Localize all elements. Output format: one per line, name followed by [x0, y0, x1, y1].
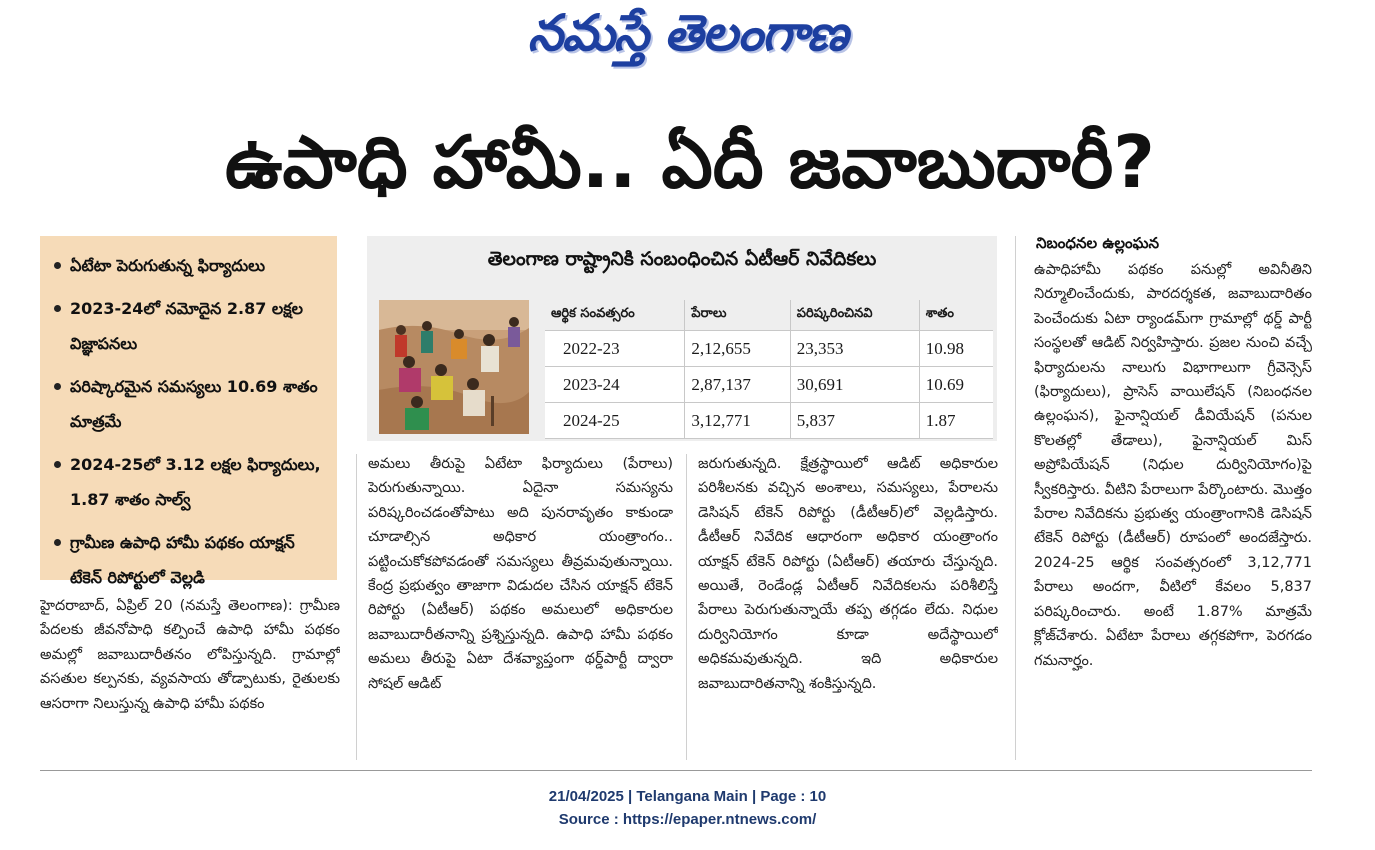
highlight-item: పరిష్కారమైన సమస్యలు 10.69 శాతం మాత్రమే — [54, 369, 329, 439]
table-header-row — [545, 300, 993, 331]
article-column-3 — [698, 452, 998, 760]
cell-paras: 3,12,771 — [685, 403, 790, 439]
article-column-1 — [40, 594, 340, 758]
cell-percent: 10.98 — [919, 331, 993, 367]
masthead-title: నమస్తే తెలంగాణ — [527, 4, 848, 62]
table-row — [545, 403, 993, 439]
cell-resolved: 5,837 — [790, 403, 919, 439]
highlight-item: 2023-24లో నమోదైన 2.87 లక్షల విజ్ఞాపనలు — [54, 291, 329, 361]
bottom-rule — [40, 770, 1312, 771]
header-paras: పేరాలు — [685, 300, 790, 331]
cell-percent: 10.69 — [919, 367, 993, 403]
section-subheading: నిబంధనల ఉల్లంఘన — [1036, 234, 1159, 252]
cell-paras: 2,87,137 — [685, 367, 790, 403]
header-year: ఆర్థిక సంవత్సరం — [545, 300, 685, 331]
cell-year: 2023-24 — [545, 367, 685, 403]
article-text: అమలు తీరుపై ఏటేటా ఫిర్యాదులు (పేరాలు) పెరుగుతున్నాయి. ఏదైనా సమస్యను పరిష్కరించడంతోపాటు అది పునరావృతం కాకుండా చూడాల్సిన అధికార యంత్రాంగం.. పట్టించుకోకపోవడంతో సమస్యలు తీవ్రమవుతున్నాయి. కేంద్ర ప్రభుత్వం తాజాగా విడుదల చేసిన యాక్షన్ టేకెన్ రిపోర్టు (ఏటీఆర్) పథకం అమలులో అధికారుల జవాబుదారీతనాన్ని ప్రశ్నిస్తున్నది. ఉపాధి హామీ పథకం అమలు తీరుపై ఏటా దేశవ్యాప్తంగా థర్డ్‌పార్టీ ద్వారా సోషల్ ఆడిట్ — [368, 456, 673, 692]
article-text: ఉపాధిహామీ పథకం పనుల్లో అవినీతిని నిర్మూలించేందుకు, పారదర్శకత, జవాబుదారితం పెంచేందుకు ఏటా ర్యాండమ్‌గా గ్రామాల్లో థర్డ్ పార్టీ సంస్థలతో ఆడిట్ నిర్వహిస్తారు. ప్రజల నుంచి వచ్చే ఫిర్యాదులను నాలుగు విభాగాలుగా గ్రీవెన్సెస్ (ఫిర్యాదులు), ప్రాసెస్ వాయిలేషన్ (నిబంధనల ఉల్లంఘన), ఫైనాన్షియల్ డీవియేషన్ (పనుల కొలతల్లో తేడాలు), ఫైనాన్షియల్ మిస్ అప్రోపియేషన్ (నిధుల దుర్వినియోగం)పై స్వీకరిస్తారు. వీటిని పేరాలుగా పేర్కొంటారు. మొత్తం పేరాల నివేదికను ప్రభుత్వ యంత్రాంగానికి డెసిషన్ టేకెన్ రిపోర్టు (డీటీఆర్) రూపంలో అందజేస్తారు. 2024-25 ఆర్థిక సంవత్సరంలో 3,12,771 పేరాలు అందగా, వీటిలో కేవలం 5,837 పరిష్కరించారు. అంటే 1.87% మాత్రమే క్లోజ్‌చేశారు. ఏటేటా పేరాలు తగ్గకపోగా, పెరగడం గమనార్హం. — [1034, 262, 1312, 669]
article-column-2 — [368, 452, 673, 760]
cell-paras: 2,12,655 — [685, 331, 790, 367]
table-row — [545, 331, 993, 367]
cell-resolved: 30,691 — [790, 367, 919, 403]
header-resolved: పరిష్కరించినవి — [790, 300, 919, 331]
article-text: జరుగుతున్నది. క్షేత్రస్థాయిలో ఆడిట్ అధికారుల పరిశీలనకు వచ్చిన అంశాలు, సమస్యలు, పేరాలను డెసిషన్ టేకెన్ రిపోర్టు (డీటీఆర్)లో వెల్లడిస్తారు. డీటీఆర్ నివేదిక ఆధారంగా అధికార యంత్రాంగం యాక్షన్ టేకెన్ రిపోర్టు (ఏటీఆర్) తయారు చేస్తున్నది. అయితే, రెండేండ్ల ఏటీఆర్ నివేదికలను పరిశీలిస్తే పేరాలు పెరుగుతున్నాయే తప్ప తగ్గడం లేదు. నిధుల దుర్వినియోగం కూడా అదేస్థాయిలో అధికమవుతున్నది. ఇది అధికారుల జవాబుదారితనాన్ని శంకిస్తున్నది. — [698, 456, 998, 692]
article-text: హైదరాబాద్, ఏప్రిల్ 20 (నమస్తే తెలంగాణ): గ్రామీణ పేదలకు జీవనోపాధి కల్పించే ఉపాధి హామీ పథకం అమల్లో జవాబుదారీతనం లోపిస్తున్నది. గ్రామాల్లో వసతుల కల్పనకు, వ్యవసాయ తోడ్పాటుకు, రైతులకు ఆసరాగా నిలుస్తున్న ఉపాధి హామీ పథకం — [40, 598, 340, 712]
column-divider — [356, 454, 357, 760]
ator-table-box — [367, 236, 997, 441]
ator-table — [545, 300, 993, 439]
workers-photo-image — [379, 300, 529, 434]
cell-percent: 1.87 — [919, 403, 993, 439]
highlight-item: గ్రామీణ ఉపాధి హామీ పథకం యాక్షన్ టేకెన్ రిపోర్టులో వెల్లడి — [54, 525, 329, 595]
masthead — [0, 4, 1375, 76]
highlights-box — [40, 236, 337, 587]
column-divider — [686, 454, 687, 760]
headline: ఉపాధి హామీ.. ఏదీ జవాబుదారీ? — [225, 120, 1155, 204]
cell-year: 2024-25 — [545, 403, 685, 439]
highlight-item: ఏటేటా పెరుగుతున్న ఫిర్యాదులు — [54, 248, 329, 283]
header-percent: శాతం — [919, 300, 993, 331]
table-title: తెలంగాణ రాష్ట్రానికి సంబంధించిన ఏటీఆర్ నివేదికలు — [487, 248, 877, 270]
cell-year: 2022-23 — [545, 331, 685, 367]
workers-photo — [379, 300, 529, 434]
table-row — [545, 367, 993, 403]
highlight-item: 2024-25లో 3.12 లక్షల ఫిర్యాదులు, 1.87 శాతం సాల్వ్ — [54, 447, 329, 517]
footer-source-line: Source : https://epaper.ntnews.com/ — [558, 811, 817, 828]
column-divider — [1015, 236, 1016, 760]
article-column-4 — [1034, 258, 1312, 760]
cell-resolved: 23,353 — [790, 331, 919, 367]
footer-date-line: 21/04/2025 | Telangana Main | Page : 10 — [548, 788, 827, 805]
